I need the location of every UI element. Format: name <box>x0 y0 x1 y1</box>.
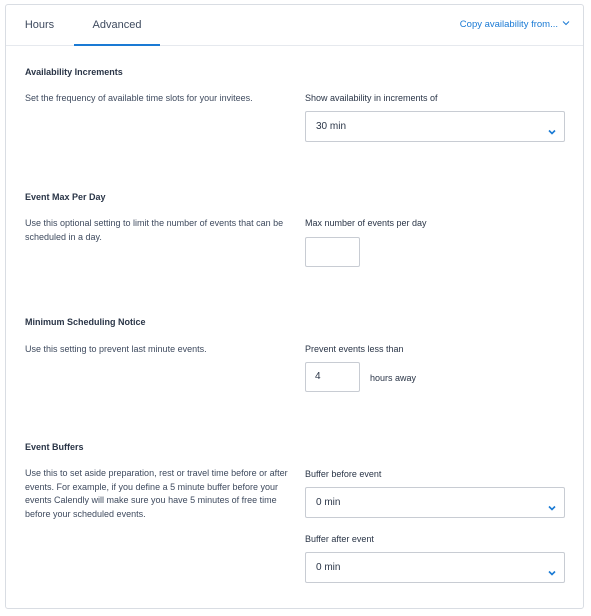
max-per-day-title: Event Max Per Day <box>25 192 106 202</box>
buffer-before-value: 0 min <box>316 497 341 508</box>
min-notice-input[interactable]: 4 <box>305 362 360 392</box>
increments-field-label: Show availability in increments of <box>305 93 438 103</box>
increments-select-value: 30 min <box>316 121 347 132</box>
buffer-before-label: Buffer before event <box>305 469 382 479</box>
max-events-input[interactable] <box>305 237 360 267</box>
tab-bar <box>6 5 583 46</box>
increments-description: Set the frequency of available time slots for your invitees. <box>25 93 253 103</box>
copy-availability-label: Copy availability from... <box>459 19 558 30</box>
buffer-after-label: Buffer after event <box>305 534 374 544</box>
availability-panel <box>5 4 584 609</box>
chevron-down-icon <box>548 123 556 131</box>
min-notice-description: Use this setting to prevent last minute events. <box>25 344 207 354</box>
chevron-down-icon <box>548 564 556 572</box>
chevron-down-icon <box>548 499 556 507</box>
min-notice-suffix: hours away <box>370 373 417 383</box>
buffer-after-select[interactable] <box>305 552 565 583</box>
min-notice-title: Minimum Scheduling Notice <box>25 317 146 327</box>
buffers-title: Event Buffers <box>25 442 84 452</box>
increments-select[interactable] <box>305 111 565 142</box>
buffers-description: Use this to set aside preparation, rest or travel time before or after events. For example, if you define a 5 minute buffer before your events Calendly will make sure you have 5 minutes of free time before your scheduled events. <box>25 468 288 519</box>
copy-availability-link[interactable] <box>460 5 570 45</box>
buffer-after-value: 0 min <box>316 562 341 573</box>
buffer-before-select[interactable] <box>305 487 565 518</box>
max-per-day-description: Use this optional setting to limit the number of events that can be scheduled in a day. <box>25 218 284 242</box>
tab-advanced[interactable]: Advanced <box>74 5 160 45</box>
min-notice-field-label: Prevent events less than <box>305 344 404 354</box>
tab-hours[interactable]: Hours <box>24 19 55 31</box>
increments-title: Availability Increments <box>25 67 123 77</box>
chevron-down-icon <box>562 4 570 44</box>
max-per-day-field-label: Max number of events per day <box>305 218 427 228</box>
